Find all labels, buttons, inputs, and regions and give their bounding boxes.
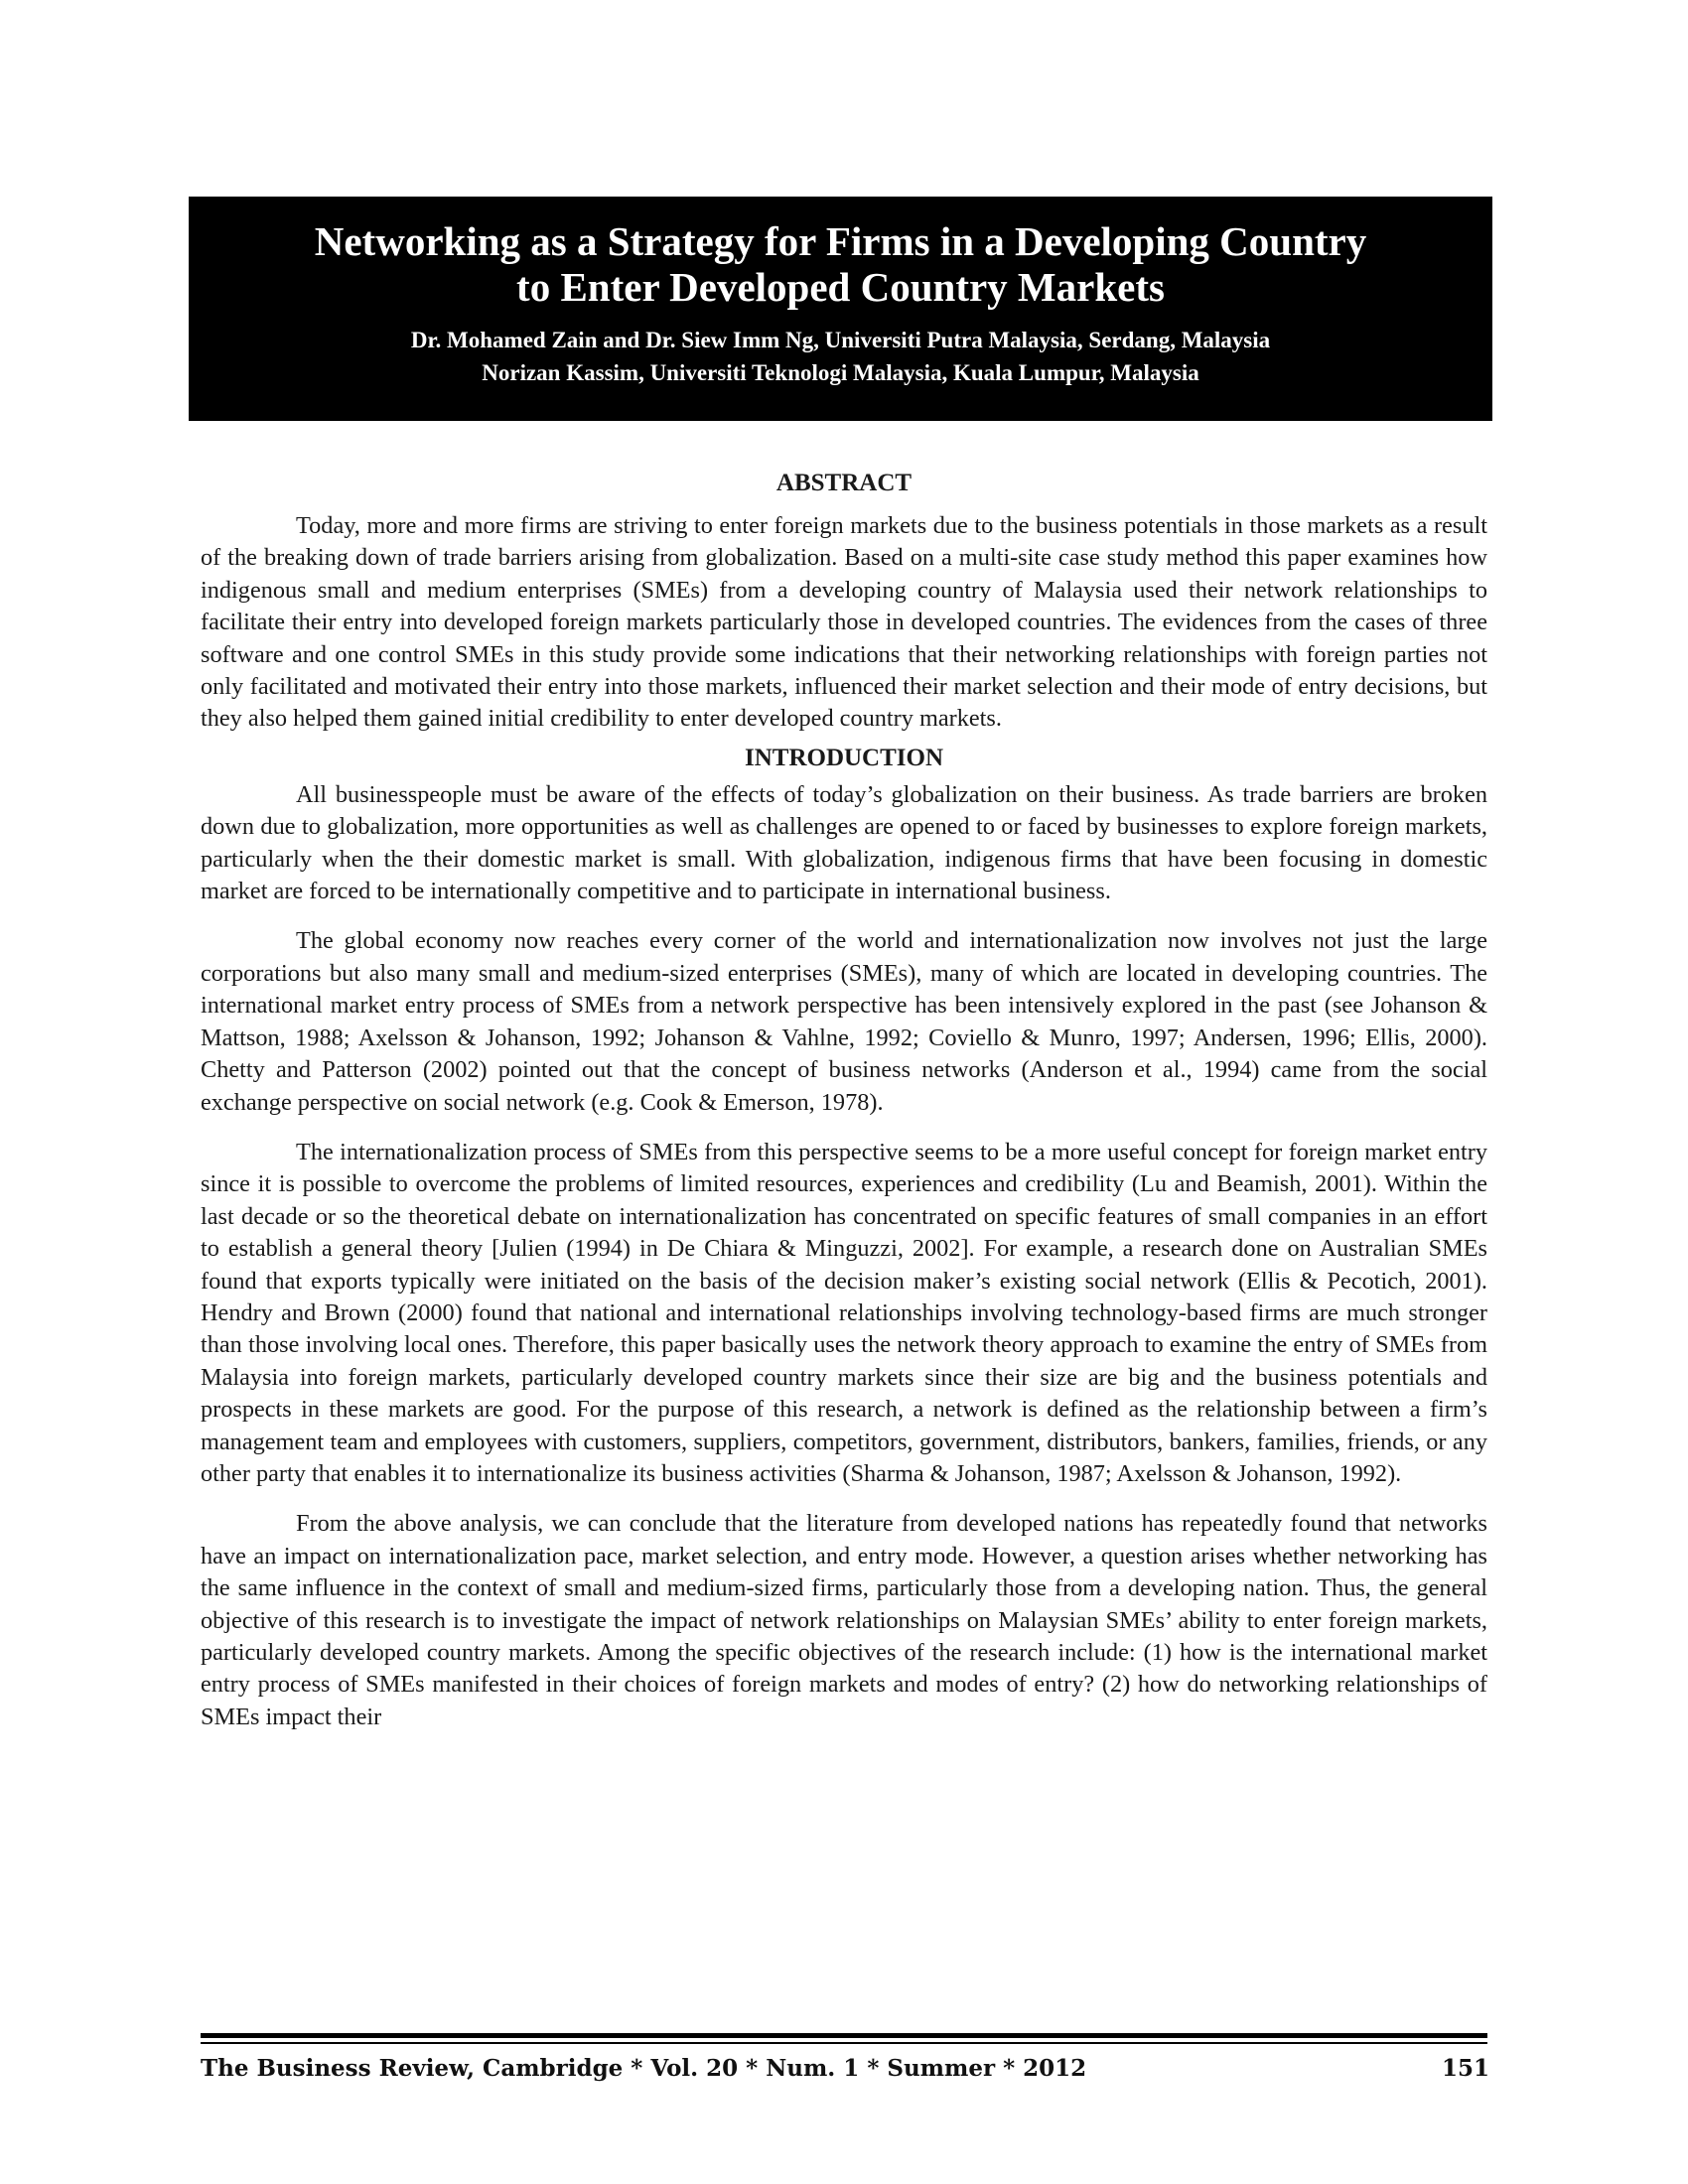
footer-journal-citation: The Business Review, Cambridge * Vol. 20 * Num. 1 * Summer * 2012 <box>201 2055 1087 2082</box>
footer-rule-thin <box>201 2042 1487 2044</box>
intro-paragraph-1: All businesspeople must be aware of the effects of today’s globalization on their business. As trade barriers are broken down due to globalization, more opportunities as well as challenges are opened to or faced by businesses to explore foreign markets, particularly when the their domestic market is small. With globalization, indigenous firms that have been focusing in domestic market are forced to be internationally competitive and to participate in international business. <box>201 780 1487 905</box>
paper-title-line-2: to Enter Developed Country Markets <box>516 264 1165 310</box>
intro-paragraph-2: The global economy now reaches every corner of the world and internationalization now involves not just the large corporations but also many small and medium-sized enterprises (SMEs), many of which are located in developing countries. The international market entry process of SMEs from a network perspective has been intensively explored in the past (see Johanson & Mattson, 1988; Axelsson & Johanson, 1992; Johanson & Vahlne, 1992; Coviello & Munro, 1997; Andersen, 1996; Ellis, 2000). Chetty and Patterson (2002) pointed out that the concept of business networks (Anderson et al., 1994) came from the social exchange perspective on social network (e.g. Cook & Emerson, 1978). <box>201 927 1487 1116</box>
footer-rule-thick <box>201 2033 1487 2038</box>
authors-line-2: Norizan Kassim, Universiti Teknologi Malaysia, Kuala Lumpur, Malaysia <box>482 360 1199 385</box>
paper-title-line-1: Networking as a Strategy for Firms in a Developing Country <box>314 218 1367 264</box>
title-banner <box>189 197 1492 421</box>
author-block <box>189 324 1492 389</box>
paper-body <box>201 467 1487 1733</box>
abstract-heading: ABSTRACT <box>775 470 913 496</box>
page-number: 151 <box>1441 2055 1489 2082</box>
intro-paragraph-4: From the above analysis, we can conclude that the literature from developed nations has repeatedly found that networks have an impact on internationalization pace, market selection, and entry mode. However, a question arises whether networking has the same influence in the context of small and medium-sized firms, particularly those from a developing nation. Thus, the general objective of this research is to investigate the impact of network relationships on Malaysian SMEs’ ability to enter foreign markets, particularly developed country markets. Among the specific objectives of the research include: (1) how is the international market entry process of SMEs manifested in their choices of foreign markets and modes of entry? (2) how do networking relationships of SMEs impact their <box>201 1510 1487 1730</box>
introduction-heading: INTRODUCTION <box>744 744 944 771</box>
intro-paragraph-3: The internationalization process of SMEs from this perspective seems to be a more useful concept for foreign market entry since it is possible to overcome the problems of limited resources, experiences and credibility (Lu and Beamish, 2001). Within the last decade or so the theoretical debate on internationalization has concentrated on specific features of small companies in an effort to establish a general theory [Julien (1994) in De Chiara & Minguzzi, 2002]. For example, a research done on Australian SMEs found that exports typically were initiated on the basis of the decision maker’s existing social network (Ellis & Pecotich, 2001). Hendry and Brown (2000) found that national and international relationships involving technology-based firms are much stronger than those involving local ones. Therefore, this paper basically uses the network theory approach to examine the entry of SMEs from Malaysia into foreign markets, particularly developed country markets since their size are big and the business potentials and prospects in these markets are good. For the purpose of this research, a network is defined as the relationship between a firm’s management team and employees with customers, suppliers, competitors, government, distributors, bankers, families, friends, or any other party that enables it to internationalize its business activities (Sharma & Johanson, 1987; Axelsson & Johanson, 1992). <box>201 1138 1487 1487</box>
abstract-text: Today, more and more firms are striving to enter foreign markets due to the business potentials in those markets as a result of the breaking down of trade barriers arising from globalization. Based on a multi-site case study method this paper examines how indigenous small and medium enterprises (SMEs) from a developing country of Malaysia used their network relationships to facilitate their entry into developed foreign markets particularly those in developed countries. The evidences from the cases of three software and one control SMEs in this study provide some indications that their networking relationships with foreign parties not only facilitated and motivated their entry into those markets, influenced their market selection and their mode of entry decisions, but they also helped them gained initial credibility to enter developed country markets. <box>201 512 1487 733</box>
authors-line-1: Dr. Mohamed Zain and Dr. Siew Imm Ng, Universiti Putra Malaysia, Serdang, Malaysia <box>410 328 1271 352</box>
